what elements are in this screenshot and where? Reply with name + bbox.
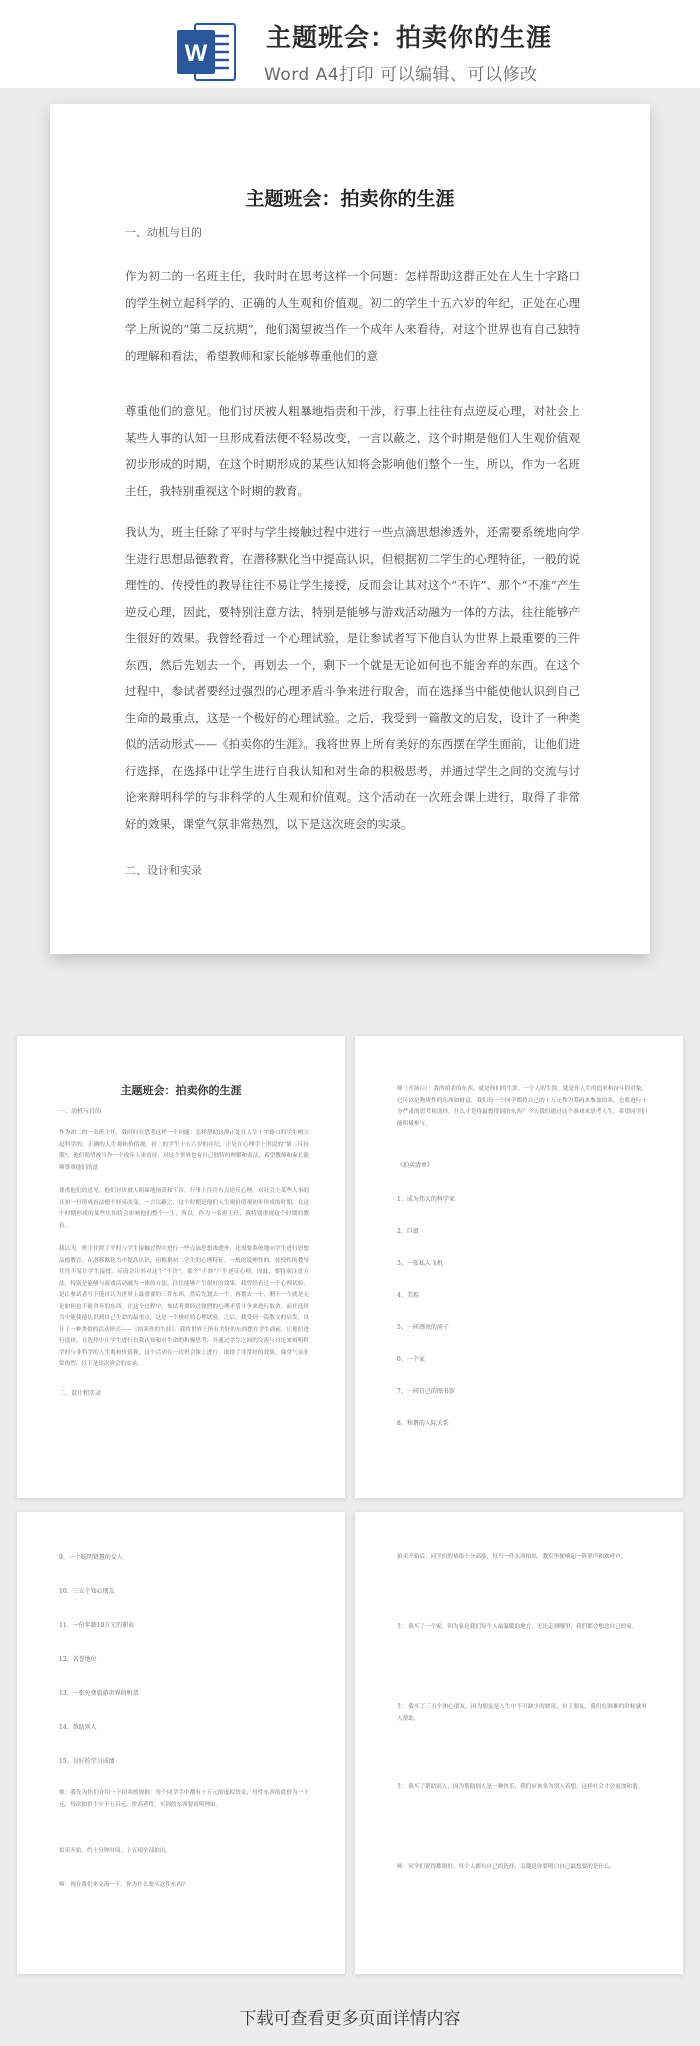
list-item: 9、一个聪明贤慧的女人 [59, 1554, 123, 1561]
list-item: 12、名誉地位 [59, 1656, 97, 1663]
page-thumbnail-2[interactable] [355, 1036, 683, 1498]
thumb-paragraph: 生：我买了帮助别人，因为帮助别人是一种快乐，我们应该多为别人着想，这样社会才会更加和谐。 [397, 1784, 644, 1790]
list-item: 4、美貌 [397, 1292, 419, 1299]
list-item: 3、一张私人飞机 [397, 1260, 443, 1267]
section-heading-1: 一、动机与目的 [125, 226, 202, 239]
list-item: 5、一间漂亮的房子 [397, 1324, 449, 1331]
list-item: 10、三五个知心朋友 [59, 1588, 115, 1595]
thumb-list-label: 《拍卖清单》 [397, 1162, 434, 1169]
thumb-title: 主题班会：拍卖你的生涯 [120, 1084, 242, 1097]
thumb-paragraph: 生：我买了一个家，因为家是我们每个人最温暖的地方，无论走到哪里，我们都会想念自己的家。 [397, 1624, 638, 1630]
thumb-paragraph: 作为初二的一名班主任，我时时在思考这样一个问题：怎样帮助这群正处在人生十字路口的学生树立起科学的、正确的人生观和价值观。初二的学生十五六岁的年纪，正处在心理学上所说的“第二反抗期”，他们渴望被当作一个成年人来看待，对这个世界也有自己独特的理解和看法，希望教师和家长能够尊重他们的意 [59, 1130, 309, 1171]
word-document-icon [175, 20, 239, 84]
list-item: 14、帮助别人 [59, 1724, 97, 1731]
thumb-paragraph: 师（开场白）：我所拍卖的东西，就是你们的生涯。一个人的生涯，就是你人生的追求和奋斗的对象。它可以是物质性的东西如财富，我们每一个同学都将自己的十万元作为筹码来参加拍卖，也要进行十分严肃的思考和选择，什么才是你最想得到的东西？今天我们通过这个游戏来思考人生，希望同学们能积极参与。 [397, 1086, 647, 1127]
page-thumbnail-1[interactable] [17, 1036, 345, 1498]
paragraph-1: 作为初二的一名班主任，我时时在思考这样一个问题：怎样帮助这群正处在人生十字路口的学生树立起科学的、正确的人生观和价值观。初二的学生十五六岁的年纪，正处在心理学上所说的“第二反抗期”，他们渴望被当作一个成年人来看待，对这个世界也有自己独特的理解和看法，希望教师和家长能够尊重他们的意 [125, 269, 580, 363]
thumb-paragraph: 我认为，班主任除了平时与学生接触过程中进行一些点滴思想渗透外，还需要系统地向学生进行思想品德教育，在潜移默化当中提高认识，但根据初二学生的心理特征，一般的说理性的、传授性的教导往往不易让学生接授，反而会让其对这个“不许”、那个“不准”产生逆反心理，因此，要特别注意方法，特别是能够与游戏活动融为一体的方法，往往能够产生很好的效果。我曾经看过一个心理试验，是让参试者写下他自认为世界上最重要的三件东西，然后先划去一个，再划去一个，剩下一个就是无论如何也不能舍弃的东西。在这个过程中，参试者要经过强烈的心理矛盾斗争来进行取舍，而在选择当中能使他认识到自己生命的最重点，这是一个极好的心理试验。之后，我受到一篇散文的启发，设计了一种类似的活动形式——《拍卖你的生涯》。我将世界上所有美好的东西摆在学生面前，让他们进行选择，在选择中让学生进行自我认知和对生命的积极思考，并通过学生之间的交流与讨论来辩明科学的与非科学的人生观和价值观。这个活动在一次班会课上进行，取得了非常好的效果，课堂气氛非常热烈，以下是这次班会的实录。 [59, 1246, 309, 1367]
list-item: 1、成为伟大的科学家 [397, 1196, 455, 1203]
section-heading-2: 二、设计和实录 [125, 864, 202, 877]
list-item: 8、和谐的人际关系 [397, 1420, 449, 1427]
list-item: 13、一张免费旅游世界的机票 [59, 1690, 139, 1697]
thumb-paragraph: 师：我先为你们介绍一下拍卖的规则：每个同学手中都有十万元的虚拟资金，每件东西的底价为一千元，每次加价不少于五百元，价高者得。买到的东西要说明理由。 [59, 1790, 309, 1808]
thumb-heading-2: 二、设计和实录 [59, 1390, 102, 1397]
banner-title: 主题班会：拍卖你的生涯 [266, 23, 553, 52]
thumb-paragraph: 生：我买了三五个知心朋友，因为朋友是人生中不可缺少的财富，有了朋友，我们在困难的时候就有人帮助。 [397, 1704, 647, 1722]
list-item: 11、一份年薪10万元的职业 [59, 1622, 135, 1629]
paragraph-3: 我认为，班主任除了平时与学生接触过程中进行一些点滴思想渗透外，还需要系统地向学生进行思想品德教育，在潜移默化当中提高认识，但根据初二学生的心理特征，一般的说理性的、传授性的教导往往不易让学生接授，反而会让其对这个“不许”、那个“不准”产生逆反心理，因此，要特别注意方法，特别是能够与游戏活动融为一体的方法，往往能够产生很好的效果。我曾经看过一个心理试验，是让参试者写下他自认为世界上最重要的三件东西，然后先划去一个，再划去一个，剩下一个就是无论如何也不能舍弃的东西。在这个过程中，参试者要经过强烈的心理矛盾斗争来进行取舍，而在选择当中能使他认识到自己生命的最重点，这是一个极好的心理试验。之后，我受到一篇散文的启发，设计了一种类似的活动形式——《拍卖你的生涯》。我将世界上所有美好的东西摆在学生面前，让他们进行选择，在选择中让学生进行自我认知和对生命的积极思考，并通过学生之间的交流与讨论来辩明科学的与非科学的人生观和价值观。这个活动在一次班会课上进行，取得了非常好的效果，课堂气氛非常热烈，以下是这次班会的实录。 [125, 525, 580, 831]
list-item: 2、巨富 [397, 1228, 419, 1235]
document-page-main [50, 104, 650, 954]
thumb-paragraph: 尊重他们的意见。他们讨厌被人粗暴地指责和干涉，行事上往往有点逆反心理，对社会上某些人事的认知一旦形成看法便不轻易改变，一言以蔽之，这个时期是他们人生观价值观初步形成的时期，在这个时期形成的某些认知将会影响他们整个一生，所以，作为一名班主任，我特别重视这个时期的教育。 [59, 1188, 309, 1229]
download-more-link[interactable]: 下载可查看更多页面详情内容 [239, 2009, 461, 2029]
header-banner [0, 0, 700, 88]
paragraph-2: 尊重他们的意见。他们讨厌被人粗暴地指责和干涉，行事上往往有点逆反心理，对社会上某些人事的认知一旦形成看法便不轻易改变，一言以蔽之，这个时期是他们人生观价值观初步形成的时期，在这个时期形成的某些认知将会影响他们整个一生，所以，作为一名班主任，我特别重视这个时期的教育。 [125, 404, 580, 498]
thumb-paragraph: 拍卖开始后，同学们的情绪十分高涨，每当一件东西拍出，教室里便响起一阵掌声和欢呼声。 [397, 1554, 627, 1560]
thumb-heading-1: 一、动机与目的 [59, 1108, 102, 1115]
thumb-paragraph: 拍卖开始，约十分钟时间，十五项全部拍出。 [59, 1848, 171, 1854]
page-thumbnail-3[interactable] [17, 1512, 345, 1974]
list-item: 15、良好的学习成绩 [59, 1758, 115, 1765]
thumb-paragraph: 师：现在我们来交流一下，你为什么要买这件东西？ [59, 1882, 188, 1888]
list-item: 7、一间自己的图书馆 [397, 1388, 455, 1395]
page-thumbnail-4[interactable] [355, 1512, 683, 1974]
word-logo-letter: W [184, 40, 208, 67]
banner-subtitle: Word A4打印 可以编辑、可以修改 [264, 65, 538, 85]
list-item: 6、一个家 [397, 1356, 425, 1363]
thumb-paragraph: 师：同学们说得都很好，每个人都有自己的选择，关键是你要明白自己最想要的是什么。 [397, 1864, 616, 1870]
page-title: 主题班会：拍卖你的生涯 [245, 188, 455, 210]
